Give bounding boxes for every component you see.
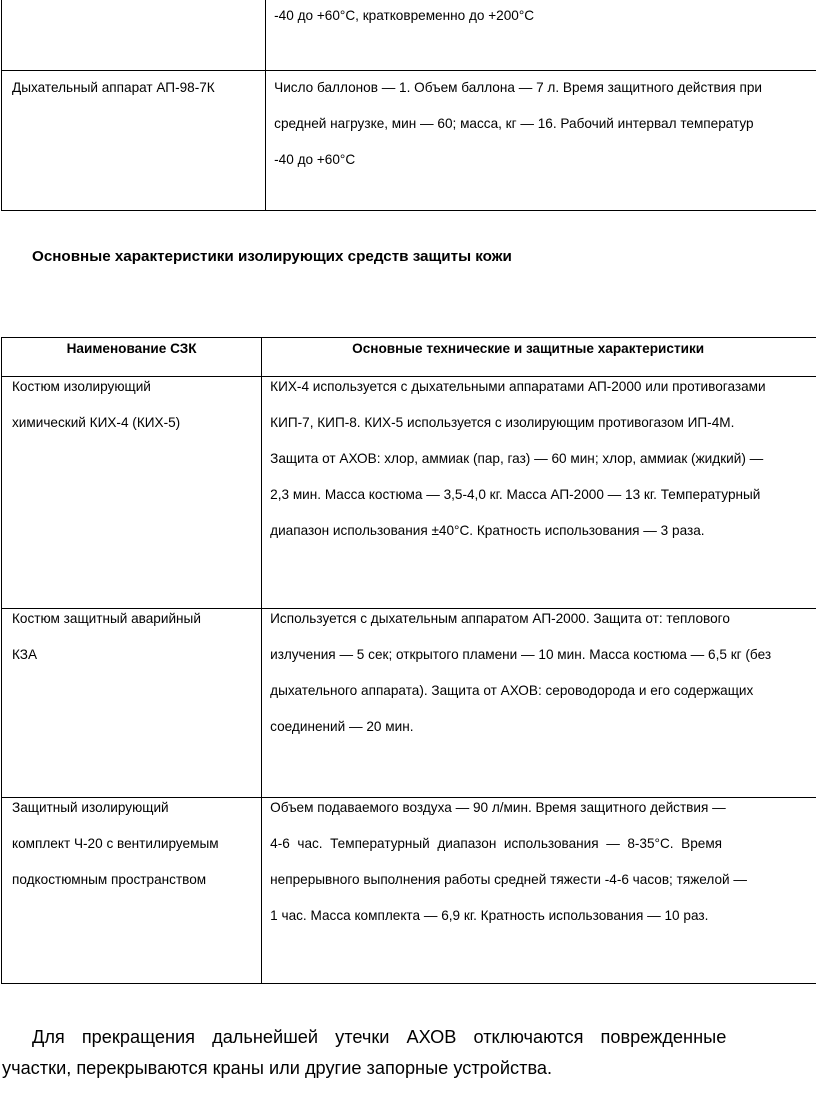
paragraph-line: участки, перекрываются краны или другие запорные устройства. xyxy=(2,1058,553,1078)
skin-protection-table xyxy=(1,337,816,984)
description-line: 2,3 мин. Масса костюма — 3,5-4,0 кг. Масса АП-2000 — 13 кг. Температурный xyxy=(270,487,761,502)
table-cell-name xyxy=(2,71,266,211)
table-cell-name xyxy=(2,609,262,798)
table-cell-description xyxy=(266,71,816,211)
column-header-characteristics: Основные технические и защитные характеристики xyxy=(262,338,816,377)
description-line: Число баллонов — 1. Объем баллона — 7 л. Время защитного действия при xyxy=(274,80,763,95)
table-cell-name xyxy=(2,798,262,984)
equipment-name-line: подкостюмным пространством xyxy=(12,872,207,887)
description-line: дыхательного аппарата). Защита от АХОВ: сероводорода и его содержащих xyxy=(270,683,754,698)
equipment-name-line: химический КИХ-4 (КИХ-5) xyxy=(12,415,181,430)
description-line: 4-6 час. Температурный диапазон использования — 8-35°С. Время xyxy=(270,836,723,851)
breathing-apparatus-table xyxy=(1,0,816,211)
equipment-name: Дыхательный аппарат АП-98-7К xyxy=(12,80,215,95)
description-line: -40 до +60°С, кратковременно до +200°С xyxy=(274,8,535,23)
equipment-name-line: Защитный изолирующий xyxy=(12,800,169,815)
equipment-name-line: КЗА xyxy=(12,647,38,662)
equipment-name-line: Костюм защитный аварийный xyxy=(12,611,201,626)
equipment-name-line: комплект Ч-20 с вентилируемым xyxy=(12,836,219,851)
description-line: Защита от АХОВ: хлор, аммиак (пар, газ) — 60 мин; хлор, аммиак (жидкий) — xyxy=(270,451,764,466)
table-cell-empty xyxy=(2,0,266,71)
table-cell-name xyxy=(2,377,262,609)
equipment-name-line: Костюм изолирующий xyxy=(12,379,151,394)
section-title: Основные характеристики изолирующих средств защиты кожи xyxy=(32,248,512,265)
body-paragraph xyxy=(0,1022,816,1084)
description-line: непрерывного выполнения работы средней тяжести -4-6 часов; тяжелой — xyxy=(270,872,748,887)
description-line: диапазон использования ±40°С. Кратность использования — 3 раза. xyxy=(270,523,705,538)
table-row xyxy=(2,798,816,984)
table-cell-description xyxy=(262,609,816,798)
description-line: КИХ-4 используется с дыхательными аппаратами АП-2000 или противогазами xyxy=(270,379,766,394)
description-line: Объем подаваемого воздуха — 90 л/мин. Время защитного действия — xyxy=(270,800,726,815)
description-line: излучения — 5 сек; открытого пламени — 10 мин. Масса костюма — 6,5 кг (без xyxy=(270,647,772,662)
description-line: -40 до +60°С xyxy=(274,152,356,167)
description-line: средней нагрузке, мин — 60; масса, кг — 16. Рабочий интервал температур xyxy=(274,116,754,131)
table-row xyxy=(2,0,816,71)
description-line: КИП-7, КИП-8. КИХ-5 используется с изолирующим противогазом ИП-4М. xyxy=(270,415,735,430)
table-row xyxy=(2,609,816,798)
table-cell-description xyxy=(262,798,816,984)
table-cell-description xyxy=(266,0,816,71)
description-line: 1 час. Масса комплекта — 6,9 кг. Кратность использования — 10 раз. xyxy=(270,908,709,923)
table-row xyxy=(2,71,816,211)
description-line: соединений — 20 мин. xyxy=(270,719,414,734)
table-row xyxy=(2,377,816,609)
description-line: Используется с дыхательным аппаратом АП-2000. Защита от: теплового xyxy=(270,611,730,626)
paragraph-line: Для прекращения дальнейшей утечки АХОВ отключаются поврежденные xyxy=(32,1027,727,1047)
table-cell-description xyxy=(262,377,816,609)
column-header-name: Наименование СЗК xyxy=(2,338,262,377)
